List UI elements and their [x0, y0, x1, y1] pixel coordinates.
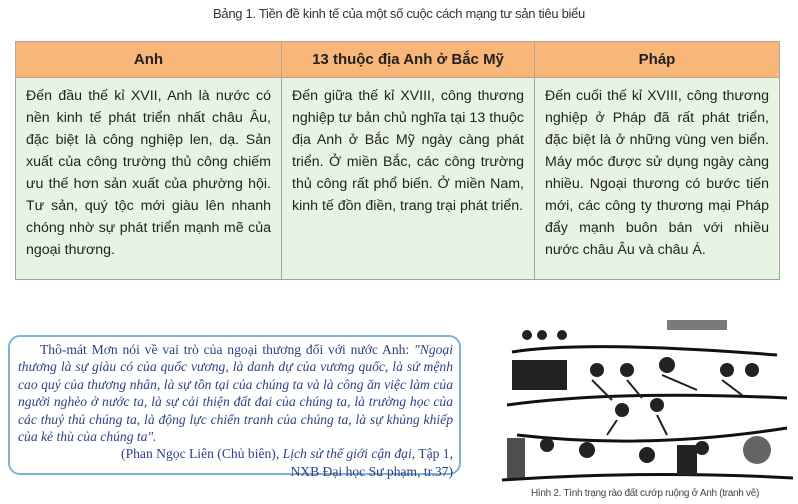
enclosure-illustration [497, 310, 793, 482]
quote-text: "Ngoại thương là sự giàu có của quốc vương, là danh dự của vương quốc, là sứ mệnh cao quý của thương nhân, là sự tồn tại của chúng ta và là công ăn việc làm của người nghèo ở nước ta, là sự cải thiện đất đai của chúng ta, là trường học của các thuỷ thủ chúng ta, là động lực chiến tranh của chúng ta, là sự khủng khiếp của kẻ thù của chúng ta". [18, 342, 453, 445]
quote-intro: Thô-mát Mơn nói về vai trò của ngoại thương đối với nước Anh: [40, 342, 415, 357]
cell-anh: Đến đầu thế kỉ XVII, Anh là nước có nền kinh tế phát triển nhất châu Âu, đặc biệt là công nghiệp len, dạ. Sản xuất của công trường thủ công chiếm ưu thế hơn sản xuất của phường hội. Tư sản, quý tộc mới giàu lên nhanh chóng nhờ sự phát triển mạnh mẽ của ngoại thương. [16, 78, 282, 280]
cell-13-colonies: Đến giữa thế kỉ XVIII, công thương nghiệp tư bản chủ nghĩa tại 13 thuộc địa Anh ở Bắc Mỹ ngày càng phát triển. Ở miền Bắc, các công trường thủ công rất phổ biến. Ở miền Nam, kinh tế đồn điền, trang trại phát triển. [282, 78, 535, 280]
header-phap: Pháp [535, 42, 780, 78]
source-author: (Phan Ngọc Liên (Chủ biên), [121, 446, 283, 462]
cell-phap: Đến cuối thế kỉ XVIII, công thương nghiệp ở Pháp đã rất phát triển, đặc biệt là ở những vùng ven biển. Máy móc được sử dụng ngày càng nhiều. Ngoại thương có bước tiến mới, các công ty thương mại Pháp đẩy mạnh buôn bán với nhiều nước châu Âu và châu Á. [535, 78, 780, 280]
quote-publisher: NXB Đại học Sư phạm, tr.37) [290, 463, 453, 479]
quote-body [18, 341, 453, 445]
economic-premises-table [15, 41, 780, 280]
header-anh: Anh [16, 42, 282, 78]
source-volume: , Tập 1, [411, 446, 453, 462]
table-row [16, 78, 780, 280]
quote-source [18, 445, 453, 462]
table-header-row [16, 42, 780, 78]
table-caption: Bảng 1. Tiền đề kinh tế của một số cuộc cách mạng tư sản tiêu biểu [213, 6, 585, 21]
header-13-colonies: 13 thuộc địa Anh ở Bắc Mỹ [282, 42, 535, 78]
quote-box [8, 335, 461, 479]
source-book: Lịch sử thế giới cận đại [282, 446, 412, 462]
figure-caption: Hình 2. Tình trạng rào đất cướp ruộng ở Anh (tranh vẽ) [530, 488, 759, 499]
